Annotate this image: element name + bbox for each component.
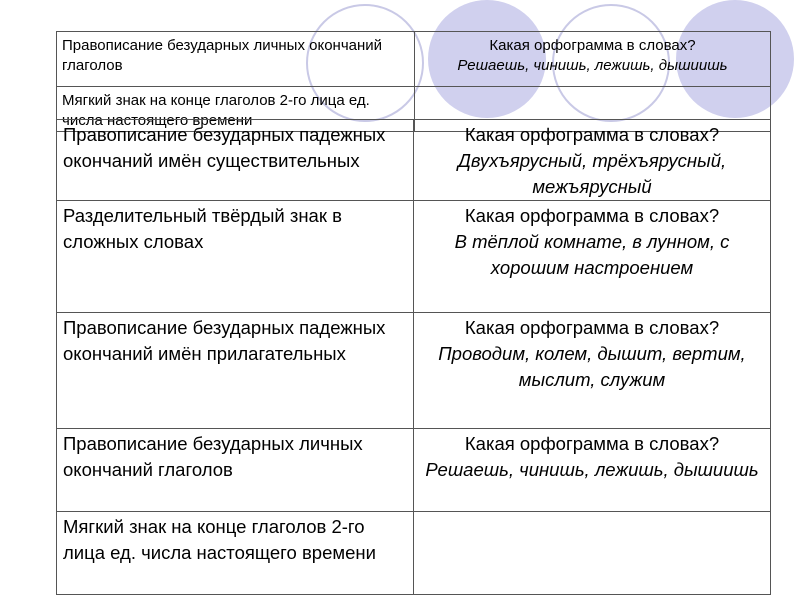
example-words: Двухъярусный, трёхъярусный, межъярусный — [457, 150, 727, 197]
topic-cell: Мягкий знак на конце глаголов 2-го лица ед. числа настоящего времени — [57, 87, 415, 132]
topic-cell: Правописание безударных личных окончаний глаголов — [57, 32, 415, 87]
topic-cell: Правописание безударных падежных окончаний имён прилагательных — [57, 313, 414, 429]
example-words: Решаешь, чинишь, лежишь, дышиишь — [425, 459, 759, 480]
example-words: Проводим, колем, дышит, вертим, мыслит, служим — [438, 343, 746, 390]
topic-cell: Правописание безударных личных окончаний глаголов — [57, 429, 414, 512]
question-text: Какая орфограмма в словах? — [464, 124, 720, 145]
question-cell — [414, 512, 771, 595]
table-row — [57, 32, 771, 87]
question-cell — [414, 201, 771, 313]
table-row — [57, 512, 771, 595]
question-cell — [414, 120, 771, 201]
table-row — [57, 120, 771, 201]
example-words: Решаешь, чинишь, лежишь, дышиишь — [457, 57, 728, 74]
example-words: В тёплой комнате, в лунном, с хорошим настроением — [454, 231, 730, 278]
question-text: Какая орфограмма в словах? — [489, 37, 696, 54]
question-cell — [415, 32, 771, 87]
spelling-rules-table — [56, 119, 771, 595]
question-cell — [414, 429, 771, 512]
question-text: Какая орфограмма в словах? — [464, 317, 720, 338]
table-row — [57, 201, 771, 313]
topic-cell: Правописание безударных падежных окончаний имён существительных — [57, 120, 414, 201]
topic-cell: Мягкий знак на конце глаголов 2-го лица ед. числа настоящего времени — [57, 512, 414, 595]
question-text: Какая орфограмма в словах? — [464, 205, 720, 226]
table-row — [57, 313, 771, 429]
table-row — [57, 429, 771, 512]
question-cell — [414, 313, 771, 429]
topic-cell: Разделительный твёрдый знак в сложных словах — [57, 201, 414, 313]
overlapped-top-table — [56, 31, 771, 132]
question-text: Какая орфограмма в словах? — [464, 433, 720, 454]
